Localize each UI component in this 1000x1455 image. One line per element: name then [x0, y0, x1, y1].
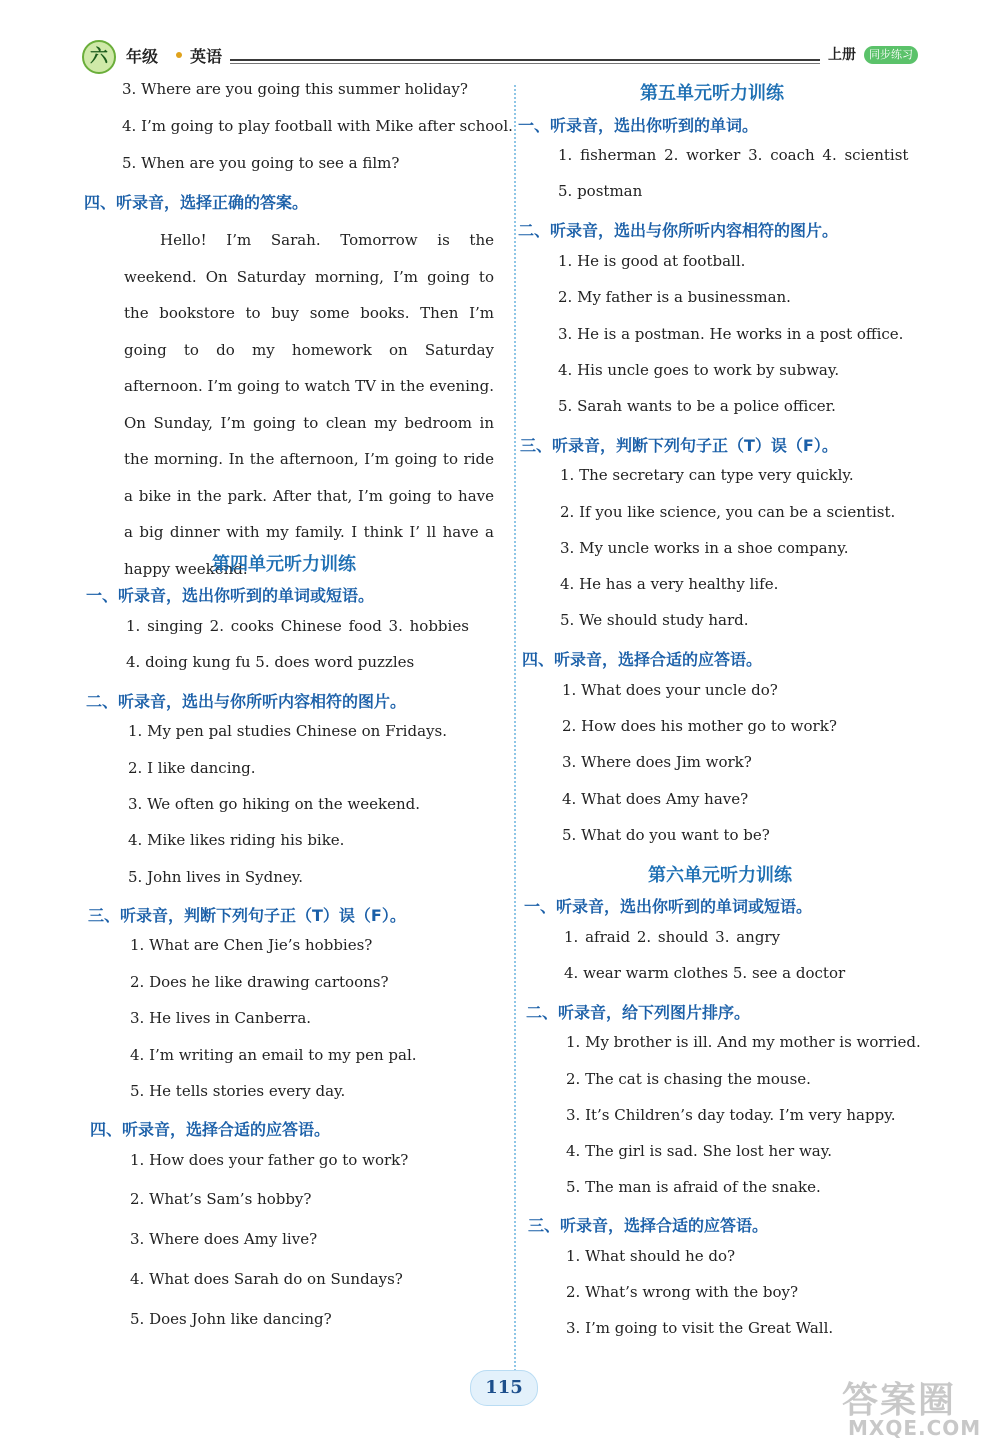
list-item: 3. We often go hiking on the weekend.	[128, 795, 420, 813]
section-heading: 四、听录音，选择正确的答案。	[84, 193, 309, 212]
section-heading: 四、听录音，选择合适的应答语。	[90, 1120, 331, 1139]
section-heading: 二、听录音，给下列图片排序。	[526, 1003, 751, 1022]
listening-passage: Hello! I’m Sarah. Tomorrow is the weekend. On Saturday morning, I’m going to the bookstore to buy some books. Then I’m going to do my homework on Saturday afternoon. I’m going to watch TV in the evening. On Sunday, I’m going to clean my bedroom in the morning. In the afternoon, I’m going to ride a bike in the park. After that, I’m going to have a big dinner with my family. I think I’ ll have a happy weekend.	[124, 231, 494, 578]
section-heading: 一、听录音，选出你听到的单词。	[518, 116, 759, 135]
header-subject: 英语	[190, 47, 223, 66]
list-item: 2. If you like science, you can be a scientist.	[560, 503, 896, 521]
list-item: 1. fisherman 2. worker 3. coach 4. scientist	[558, 146, 909, 164]
section-heading: 二、听录音，选出与你所听内容相符的图片。	[86, 692, 407, 711]
list-item: 3. Where does Amy live?	[130, 1230, 318, 1248]
watermark-text: 答案圈	[842, 1380, 957, 1421]
list-item: 4. He has a very healthy life.	[560, 575, 779, 593]
list-item: 1. How does your father go to work?	[130, 1151, 409, 1169]
section-heading: 一、听录音，选出你听到的单词或短语。	[524, 897, 813, 916]
list-item: 1. My brother is ill. And my mother is worried.	[566, 1033, 921, 1051]
list-item: 2. Does he like drawing cartoons?	[130, 973, 389, 991]
list-item: 2. The cat is chasing the mouse.	[566, 1070, 811, 1088]
column-divider	[514, 85, 516, 1375]
section-heading: 三、听录音，判断下列句子正（T）误（F）。	[88, 906, 406, 925]
list-item: 3. He lives in Canberra.	[130, 1009, 312, 1027]
section-heading: 三、听录音，选择合适的应答语。	[528, 1216, 769, 1235]
list-item: 3. Where are you going this summer holiday?	[122, 80, 468, 98]
page-number: 115	[470, 1370, 538, 1406]
list-item: 2. My father is a businessman.	[558, 288, 791, 306]
section-heading: 二、听录音，选出与你所听内容相符的图片。	[518, 221, 839, 240]
list-item: 4. What does Amy have?	[562, 790, 749, 808]
list-item: 5. The man is afraid of the snake.	[566, 1178, 821, 1196]
watermark-url: MXQE.COM	[848, 1416, 982, 1440]
list-item: 4. Mike likes riding his bike.	[128, 831, 345, 849]
list-item: 4. wear warm clothes 5. see a doctor	[564, 964, 846, 982]
list-item: 2. I like dancing.	[128, 759, 256, 777]
list-item: 1. My pen pal studies Chinese on Fridays.	[128, 722, 447, 740]
list-item: 5. When are you going to see a film?	[122, 154, 400, 172]
page-header	[80, 38, 940, 74]
list-item: 2. What’s wrong with the boy?	[566, 1283, 799, 1301]
header-grade: 年级	[126, 47, 159, 66]
list-item: 4. His uncle goes to work by subway.	[558, 361, 840, 379]
list-item: 1. What does your uncle do?	[562, 681, 778, 699]
list-item: 1. The secretary can type very quickly.	[560, 466, 854, 484]
section-heading: 一、听录音，选出你听到的单词或短语。	[86, 586, 375, 605]
grade-badge: 六	[82, 40, 116, 74]
list-item: 5. Does John like dancing?	[130, 1310, 332, 1328]
list-item: 4. I’m going to play football with Mike after school.	[122, 117, 513, 135]
list-item: 3. Where does Jim work?	[562, 753, 752, 771]
list-item: 5. What do you want to be?	[562, 826, 770, 844]
list-item: 1. He is good at football.	[558, 252, 746, 270]
list-item: 1. What should he do?	[566, 1247, 736, 1265]
list-item: 5. We should study hard.	[560, 611, 749, 629]
list-item: 5. He tells stories every day.	[130, 1082, 346, 1100]
list-item: 3. He is a postman. He works in a post office.	[558, 325, 904, 343]
list-item: 5. postman	[558, 182, 643, 200]
list-item: 2. What’s Sam’s hobby?	[130, 1190, 312, 1208]
section-heading: 三、听录音，判断下列句子正（T）误（F）。	[520, 436, 838, 455]
header-rule	[230, 59, 820, 61]
list-item: 4. doing kung fu 5. does word puzzles	[126, 653, 415, 671]
unit-title: 第四单元听力训练	[212, 554, 356, 575]
list-item: 3. It’s Children’s day today. I’m very happy.	[566, 1106, 896, 1124]
header-tag: 同步练习	[864, 46, 918, 64]
list-item: 3. I’m going to visit the Great Wall.	[566, 1319, 834, 1337]
list-item: 3. My uncle works in a shoe company.	[560, 539, 849, 557]
header-rule-thin	[230, 63, 820, 64]
unit-title: 第五单元听力训练	[640, 83, 784, 104]
watermark-logo	[830, 1372, 990, 1442]
list-item: 5. John lives in Sydney.	[128, 868, 303, 886]
header-dot	[176, 52, 182, 58]
list-item: 2. How does his mother go to work?	[562, 717, 837, 735]
list-item: 4. What does Sarah do on Sundays?	[130, 1270, 403, 1288]
list-item: 4. I’m writing an email to my pen pal.	[130, 1046, 417, 1064]
list-item: 1. What are Chen Jie’s hobbies?	[130, 936, 373, 954]
list-item: 4. The girl is sad. She lost her way.	[566, 1142, 832, 1160]
unit-title: 第六单元听力训练	[648, 865, 792, 886]
list-item: 5. Sarah wants to be a police officer.	[558, 397, 836, 415]
header-volume: 上册	[828, 47, 856, 63]
list-item: 1. afraid 2. should 3. angry	[564, 928, 781, 946]
list-item: 1. singing 2. cooks Chinese food 3. hobbies	[126, 617, 469, 635]
section-heading: 四、听录音，选择合适的应答语。	[522, 650, 763, 669]
